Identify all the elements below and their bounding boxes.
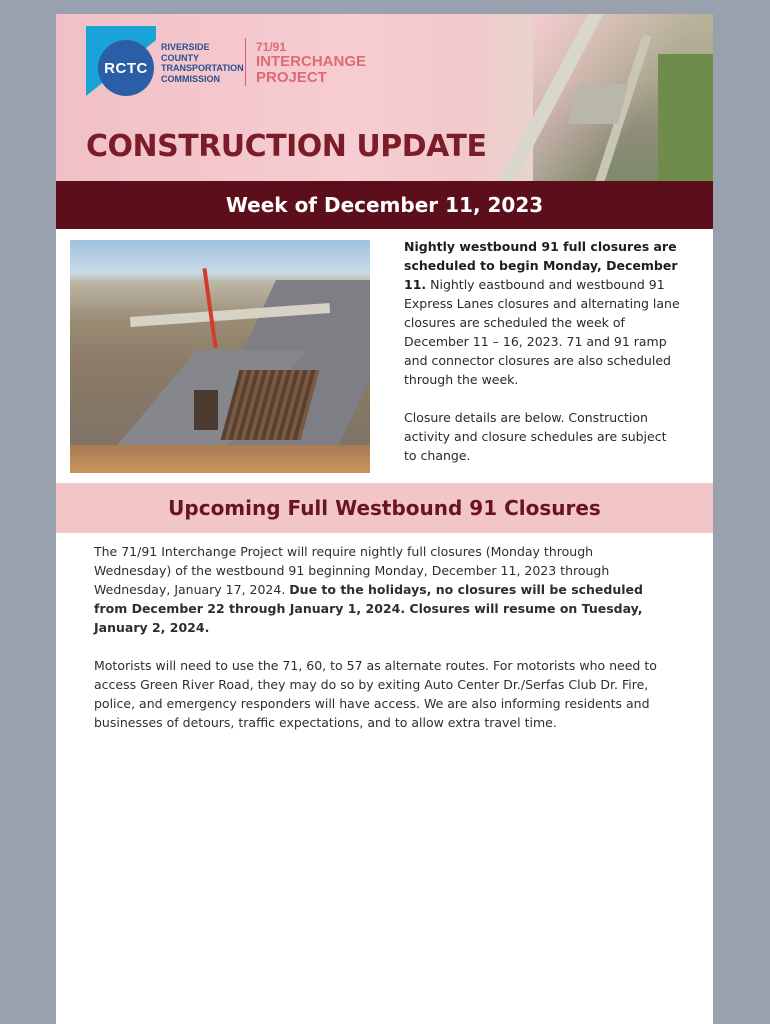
header-banner (56, 14, 713, 181)
logo-text: RCTC (104, 59, 148, 77)
newsletter-page (56, 14, 713, 1024)
aerial-photo-interchange (533, 14, 713, 181)
week-label: Week of December 11, 2023 (225, 193, 544, 217)
intro-paragraph-2: Closure details are below. Construction activity and closure schedules are subject to change. (404, 410, 667, 463)
upcoming-body (94, 542, 674, 732)
org-name: RIVERSIDE COUNTY TRANSPORTATION COMMISSION (161, 42, 244, 84)
rctc-logo (98, 40, 154, 96)
upcoming-section-header (56, 483, 713, 533)
section-title: Upcoming Full Westbound 91 Closures (168, 496, 601, 520)
intro-bold-lead: Nightly westbound 91 full closures are scheduled to begin Monday, December 11. (404, 239, 678, 292)
intro-text (404, 237, 680, 465)
header-divider (245, 38, 246, 86)
upcoming-paragraph-1: The 71/91 Interchange Project will require nightly full closures (Monday through Wednesday) of the westbound 91 beginning Monday, December 11, 2023 through Wednesday, January 17, 2024. Due to the holidays, no closures will be scheduled from December 22 through January 1, 2024. Closures will resume on Tuesday, January 2, 2024. (94, 544, 643, 635)
upcoming-paragraph-2: Motorists will need to use the 71, 60, to 57 as alternate routes. For motorists who need to access Green River Road, they may do so by exiting Auto Center Dr./Serfas Club Dr. Fire, police, and emergency responders will have access. We are also informing residents and businesses of detours, traffic expectations, and to allow extra travel time. (94, 658, 657, 730)
construction-photo (70, 240, 370, 473)
intro-paragraph-1: Nightly westbound 91 full closures are scheduled to begin Monday, December 11. Nightly eastbound and westbound 91 Express Lanes closures and alternating lane closures are scheduled the week of December 11 – 16, 2023. 71 and 91 ramp and connector closures are also scheduled through the week. (404, 239, 680, 387)
holiday-notice: Due to the holidays, no closures will be scheduled from December 22 through January 1, 2024. Closures will resume on Tuesday, January 2, 2024. (94, 582, 643, 635)
page-title: CONSTRUCTION UPDATE (86, 129, 487, 164)
week-banner (56, 181, 713, 229)
project-name: 71/91 INTERCHANGE PROJECT (256, 40, 367, 86)
